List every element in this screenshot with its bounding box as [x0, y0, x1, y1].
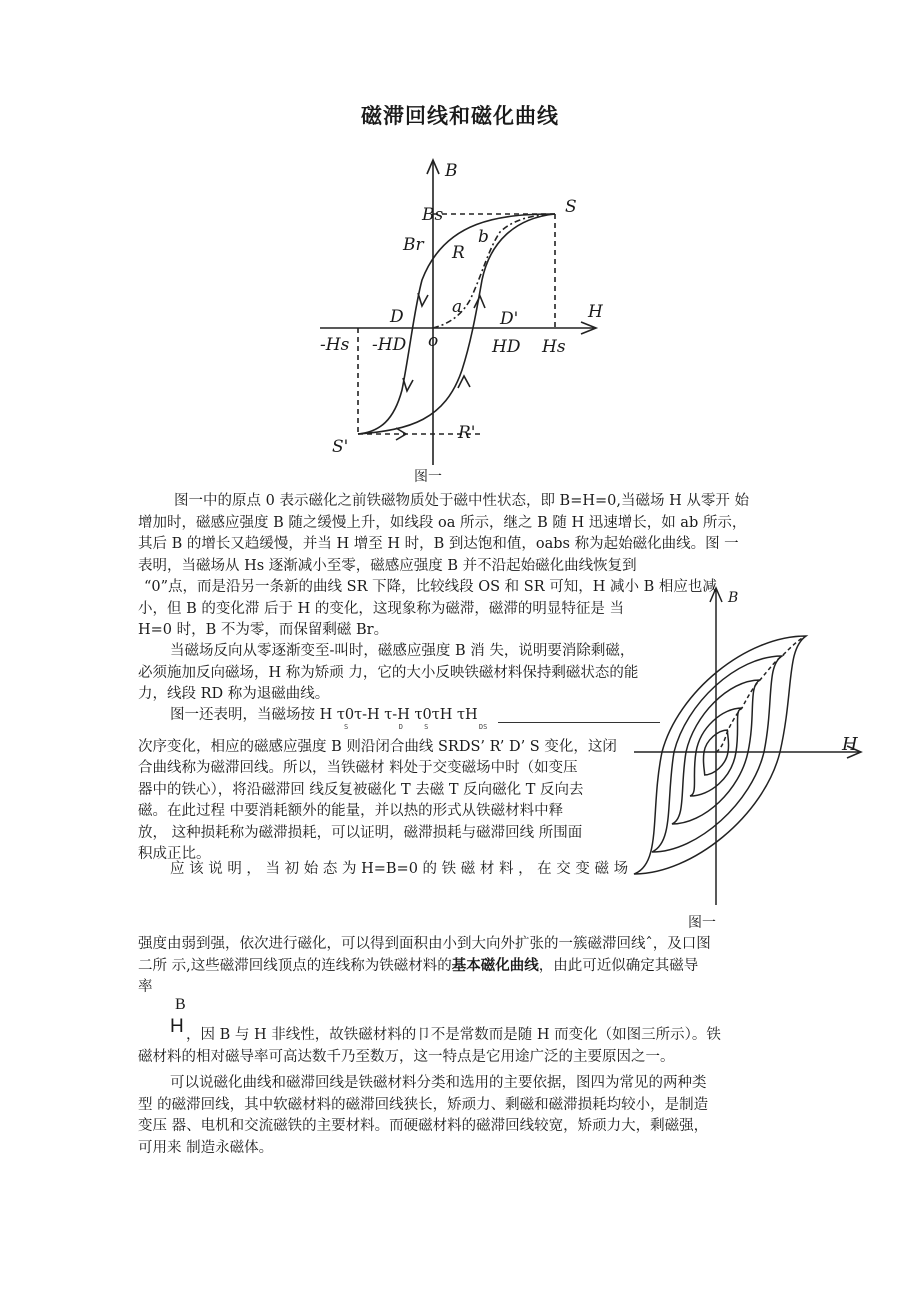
text-line: 表明，当磁场从 Hs 逐渐减小至零，磁感应强度 B 并不沿起始磁化曲线恢复到: [138, 557, 637, 574]
paragraph-4-continued: [138, 934, 711, 999]
label-br: Br: [403, 235, 424, 255]
text-line-sequence: 图一还表明，当磁场按 H τ0τ-H τ-H τ0τH τH: [170, 707, 478, 723]
text-line: 小，但 B 的变化滞 后于 H 的变化，这现象称为磁滞，磁滞的明显特征是 当: [138, 600, 624, 617]
paragraph-5: [138, 1025, 721, 1068]
label-neg-hs: -Hs: [320, 335, 350, 355]
text-line: 强度由弱到强，依次进行磁化，可以得到面积由小到大向外扩张的一簇磁滞回线ˆ，及口图: [138, 936, 711, 952]
sequence-subscripts: S D S DS: [344, 723, 488, 731]
arrow-up-2: [474, 296, 485, 308]
loop-4: [652, 656, 782, 852]
fraction-numerator: B: [175, 996, 186, 1013]
label-o: o: [428, 331, 439, 351]
fig2-label-b: B: [728, 590, 739, 606]
figure1-caption: 图一: [414, 469, 442, 485]
underline-rule: [498, 722, 660, 723]
text-line: 当磁场反向从零逐渐变至-叫时，磁感应强度 B 消 失，说明要消除剩磁，: [170, 643, 635, 659]
text-line: 率: [138, 979, 153, 995]
label-s-prime: S': [332, 437, 349, 457]
label-r-prime: R': [458, 423, 476, 443]
text-line: [138, 956, 711, 978]
basic-magnetization-curve-term: 基本磁化曲线: [451, 957, 539, 974]
fig2-label-h: H: [842, 734, 858, 755]
paragraph-4-line-1: 应 该 说 明 ， 当 初 始 态 为 H=B=0 的 铁 磁 材 料 ， 在 交 变 磁 场: [170, 861, 629, 877]
fraction-denominator: H: [170, 1016, 184, 1037]
figure1-hysteresis-diagram: [310, 150, 610, 470]
text-line: H=0 时，B 不为零，而保留剩磁 Br。: [138, 622, 389, 638]
label-neg-hd: -HD: [372, 335, 407, 355]
text-line: 积成正比。: [138, 846, 211, 862]
text-line: 图一中的原点 0 表示磁化之前铁磁物质处于磁中性状态，即 B=H=0,当磁场 H 从零开 始: [174, 493, 749, 509]
text-line: 必须施加反向磁场，H 称为矫顽 力，它的大小反映铁磁材料保持剩磁状态的能: [138, 664, 639, 681]
label-d: D: [390, 307, 404, 327]
text-line: 磁材料的相对磁导率可高达数千乃至数万，这一特点是它用途广泛的主要原因之一。: [138, 1048, 675, 1065]
label-hd: HD: [492, 337, 521, 357]
label-d-prime: D': [500, 309, 519, 329]
text-line: ，因 B 与 H 非线性，故铁磁材料的卩不是常数而是随 H 而变化（如图三所示）。铁: [186, 1027, 721, 1043]
text-line: 可以说磁化曲线和磁滞回线是铁磁材料分类和选用的主要依据，图四为常见的两种类: [170, 1075, 707, 1091]
paragraph-1: [138, 491, 749, 642]
text-line: 其后 B 的增长又趋缓慢，并当 H 增至 H 时，B 到达饱和值，oabs 称为起始磁化曲线。图 一: [138, 536, 739, 552]
text-line: “0”点，而是沿另一条新的曲线 SR 下降，比较线段 OS 和 SR 可知，H 减小 B 相应也减: [144, 579, 717, 595]
text-span: 二所 示,这些磁滞回线顶点的连线称为铁磁材料的: [138, 957, 452, 974]
label-bs: Bs: [422, 205, 444, 225]
basic-magnetization-curve: [716, 636, 806, 752]
label-hs: Hs: [542, 337, 566, 357]
text-line: 可用来 制造永磁体。: [138, 1139, 274, 1156]
paragraph-6: [138, 1073, 708, 1159]
label-h: H: [588, 302, 603, 322]
page-title: 磁滞回线和磁化曲线: [361, 104, 559, 128]
text-line: 变压 器、电机和交流磁铁的主要材料。而硬磁材料的磁滞回线较宽，矫顽力大，剩磁强，: [138, 1118, 709, 1134]
label-b-point: b: [478, 227, 489, 247]
text-line: 磁。在此过程 中要消耗额外的能量，并以热的形式从铁磁材料中释: [138, 803, 564, 819]
label-r: R: [452, 243, 465, 263]
paragraph-3: [138, 705, 617, 866]
text-line: 次序变化，相应的磁感应强度 B 则沿闭合曲线 SRDS’ R’ D’ S 变化，这闭: [138, 738, 617, 755]
text-line: 合曲线称为磁滞回线。所以，当铁磁材 料处于交变磁场中时（如变压: [138, 760, 578, 776]
label-b: B: [445, 161, 458, 181]
text-line: 器中的铁心），将沿磁滞回 线反复被磁化 T 去磁 T 反向磁化 T 反向去: [138, 781, 584, 798]
paragraph-2: [138, 641, 638, 706]
label-a: a: [452, 297, 463, 317]
text-line: 力，线段 RD 称为退磁曲线。: [138, 686, 330, 702]
text-line: 放， 这种损耗称为磁滞损耗，可以证明，磁滞损耗与磁滞回线 所围面: [138, 824, 583, 841]
text-line: 增加时，磁感应强度 B 随之缓慢上升，如线段 oa 所示，继之 B 随 H 迅速增长，如 ab 所示，: [138, 514, 747, 531]
text-line: 型 的磁滞回线，其中软磁材料的磁滞回线狭长，矫顽力、剩磁和磁滞损耗均较小，是制造: [138, 1096, 709, 1113]
label-s: S: [565, 197, 577, 217]
figure2-caption: 图一: [688, 915, 716, 931]
arrow-down-1: [418, 293, 428, 306]
text-span: ，由此可近似确定其磁导: [538, 957, 699, 974]
loop-5: [634, 636, 806, 874]
